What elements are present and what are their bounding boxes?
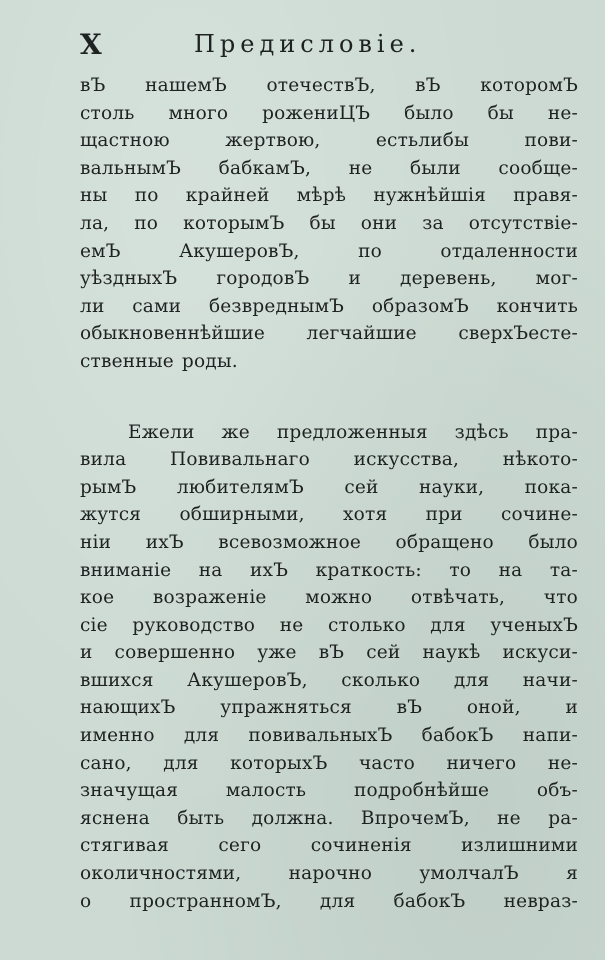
word: должна. — [251, 807, 334, 829]
word: нѣкото- — [502, 449, 578, 471]
word: АкушеровЪ, — [179, 240, 300, 262]
text-line — [80, 694, 578, 722]
word: не — [279, 614, 304, 636]
word: для — [453, 669, 490, 691]
word: было — [404, 102, 454, 124]
text-line — [80, 182, 578, 210]
text-line — [80, 348, 578, 376]
word: мог- — [535, 268, 578, 290]
word: стягивая — [80, 835, 170, 857]
word: крайней — [185, 185, 270, 207]
word: при — [425, 504, 463, 526]
word: пока- — [524, 476, 578, 498]
text-line — [80, 265, 578, 293]
text-line — [80, 446, 578, 474]
text-line — [80, 210, 578, 238]
text-line — [80, 639, 578, 667]
text-line — [80, 100, 578, 128]
word: вальнымЪ — [80, 157, 182, 179]
word: сей — [366, 642, 401, 664]
word: было — [528, 531, 578, 553]
word: краткость: — [315, 559, 422, 581]
word: излишними — [461, 835, 578, 857]
word: именно — [80, 725, 155, 747]
word: городовЪ — [216, 268, 310, 290]
text-line — [80, 888, 578, 916]
word: руководство — [132, 614, 256, 636]
word: сочиненія — [310, 835, 412, 857]
word: ственные — [80, 350, 174, 372]
word: не- — [547, 102, 578, 124]
text-line — [80, 238, 578, 266]
word: подробнѣйше — [353, 780, 490, 802]
word: то — [449, 559, 472, 581]
word: вЪ — [318, 642, 345, 664]
word: Повивальнаго — [170, 449, 310, 471]
word: начи- — [522, 669, 578, 691]
word: обыкновеннѣйшие — [80, 323, 266, 345]
word: они — [360, 212, 398, 234]
word: для — [430, 614, 466, 636]
text-line — [80, 155, 578, 183]
word: хотя — [343, 504, 388, 526]
word: кое — [80, 587, 115, 609]
word: столь — [80, 102, 135, 124]
word: бы — [487, 102, 514, 124]
word: образомЪ — [371, 295, 469, 317]
body-text — [80, 72, 578, 915]
word: которомЪ — [480, 75, 578, 96]
word: сего — [218, 835, 262, 857]
word: всевозможное — [218, 531, 362, 553]
text-line — [80, 805, 578, 833]
word: на — [198, 559, 223, 581]
word: умолчалЪ — [419, 863, 519, 885]
text-line — [80, 612, 578, 640]
word: яснена — [80, 807, 150, 829]
word: околичностями, — [80, 863, 242, 885]
word: много — [168, 102, 229, 124]
word: бабокЪ — [421, 725, 494, 747]
word: столько — [328, 614, 406, 636]
word: по — [134, 185, 159, 207]
paragraph-gap — [80, 376, 578, 419]
word: искусства, — [353, 449, 460, 471]
word: жертвою, — [225, 130, 321, 152]
word: ВпрочемЪ, — [360, 807, 470, 829]
word: ны — [80, 185, 108, 207]
word: уѣздныхЪ — [80, 268, 178, 290]
word: по — [134, 212, 159, 234]
word: на — [498, 559, 523, 581]
word: нужнѣйшія — [373, 185, 486, 207]
word: сано, — [80, 752, 132, 774]
text-line — [80, 722, 578, 750]
text-line — [80, 419, 578, 447]
word: обращено — [395, 531, 494, 553]
word: ла, — [80, 212, 110, 234]
word: вЪ — [415, 75, 441, 96]
text-line — [80, 72, 578, 100]
word: вшихся — [80, 669, 154, 691]
word: естьлибы — [375, 130, 470, 152]
word: здѣсь — [454, 421, 509, 443]
word: пространномЪ, — [129, 890, 282, 912]
word: возраженіе — [152, 587, 267, 609]
word: деревень, — [400, 268, 497, 290]
word: отдаленности — [440, 240, 578, 262]
word: ніи — [80, 531, 112, 553]
word: отечествЪ, — [266, 75, 376, 96]
word: которымЪ — [183, 212, 285, 234]
word: совершенно — [114, 642, 236, 664]
word: были — [410, 157, 461, 179]
word: отвѣчать, — [410, 587, 506, 609]
text-line — [80, 320, 578, 348]
word: можно — [305, 587, 373, 609]
text-line — [80, 777, 578, 805]
word: сверхЪесте- — [458, 323, 578, 345]
word: пови- — [524, 130, 578, 152]
running-title: Предисловіе. — [194, 30, 422, 58]
text-line — [80, 474, 578, 502]
word: я — [566, 863, 578, 885]
word: невраз- — [503, 890, 578, 912]
word: Ежели — [128, 421, 195, 443]
word: ученыхЪ — [490, 614, 578, 636]
word: АкушеровЪ, — [187, 669, 308, 691]
word: за — [422, 212, 444, 234]
word: рымЪ — [80, 476, 137, 498]
word: отсутствіе- — [468, 212, 578, 234]
word: для — [319, 890, 356, 912]
word: кончить — [496, 295, 578, 317]
text-line — [80, 293, 578, 321]
text-line — [80, 127, 578, 155]
word: вила — [80, 449, 127, 471]
word: вЪ — [80, 75, 106, 96]
word: быть — [177, 807, 225, 829]
word: малость — [225, 780, 307, 802]
word: повивальныхЪ — [248, 725, 393, 747]
word: не- — [547, 752, 578, 774]
word: науки, — [419, 476, 485, 498]
word: вЪ — [396, 697, 423, 719]
word: наукѣ — [422, 642, 481, 664]
text-line — [80, 501, 578, 529]
word: легчайшие — [306, 323, 417, 345]
word: уже — [257, 642, 297, 664]
word: роды. — [181, 350, 238, 372]
word: для — [163, 752, 199, 774]
text-line — [80, 860, 578, 888]
word: нашемЪ — [145, 75, 227, 96]
word: ли — [80, 295, 105, 317]
word: и — [348, 268, 361, 290]
word: не — [348, 157, 373, 179]
text-line — [80, 584, 578, 612]
word: искуси- — [502, 642, 578, 664]
text-line — [80, 529, 578, 557]
word: бабкамЪ, — [218, 157, 312, 179]
word: упражняться — [220, 697, 352, 719]
word: сочине- — [501, 504, 578, 526]
text-line — [80, 750, 578, 778]
word: нающихЪ — [80, 697, 176, 719]
word: что — [543, 587, 578, 609]
text-line — [80, 832, 578, 860]
word: сей — [344, 476, 379, 498]
word: часто — [359, 752, 415, 774]
word: ра- — [548, 807, 578, 829]
word: пра- — [535, 421, 578, 443]
text-line — [80, 667, 578, 695]
word: сами — [132, 295, 182, 317]
word: сколько — [341, 669, 421, 691]
word: рожениЦЪ — [262, 102, 371, 124]
word: значущая — [80, 780, 179, 802]
word: вниманіе — [80, 559, 172, 581]
word: безвреднымЪ — [208, 295, 345, 317]
word: мѣрѣ — [296, 185, 347, 207]
word: ихЪ — [145, 531, 184, 553]
word: бабокЪ — [393, 890, 466, 912]
word: же — [221, 421, 250, 443]
word: та- — [549, 559, 578, 581]
page-header — [80, 28, 485, 64]
word: предложенныя — [276, 421, 428, 443]
text-line — [80, 557, 578, 585]
word: сіе — [80, 614, 108, 636]
word: оной, — [466, 697, 521, 719]
word: которыхЪ — [230, 752, 328, 774]
word: жутся — [80, 504, 142, 526]
word: о — [80, 890, 92, 912]
word: напи- — [522, 725, 578, 747]
word: не — [497, 807, 521, 829]
word: емЪ — [80, 240, 121, 262]
word: и — [80, 642, 93, 664]
word: объ- — [536, 780, 578, 802]
word: для — [183, 725, 220, 747]
word: обширными, — [179, 504, 305, 526]
word: щастною — [80, 130, 170, 152]
word: любителямЪ — [176, 476, 304, 498]
word: ихЪ — [250, 559, 289, 581]
word: правя- — [513, 185, 578, 207]
word: бы — [309, 212, 336, 234]
word: сообще- — [498, 157, 578, 179]
page-number: X — [80, 28, 103, 61]
word: и — [565, 697, 578, 719]
word: по — [358, 240, 382, 262]
word: ничего — [446, 752, 517, 774]
word: нарочно — [288, 863, 373, 885]
